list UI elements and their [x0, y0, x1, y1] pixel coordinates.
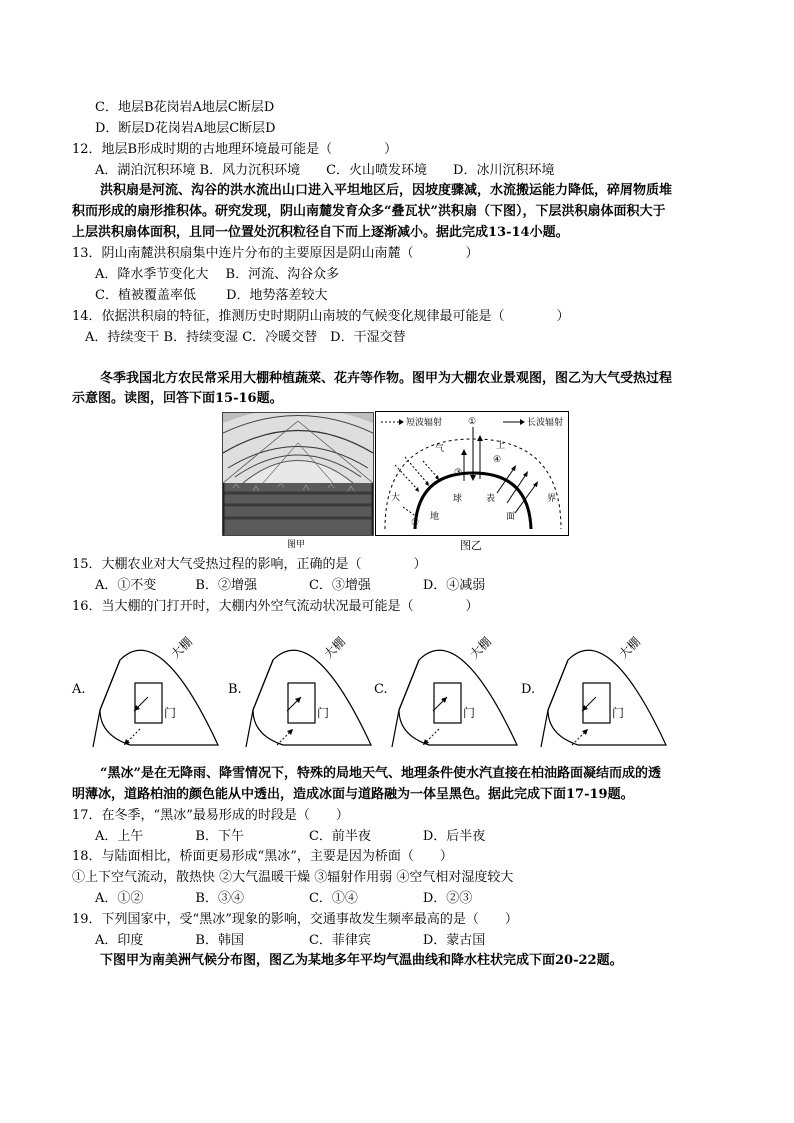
greenhouse-option-b: [243, 625, 373, 750]
question-17: 17．在冬季，“黑冰”最易形成的时段是（ ）: [72, 808, 349, 823]
label-4: ④: [493, 455, 502, 465]
label-3: ③: [454, 468, 463, 478]
ground-label: 面: [506, 512, 516, 522]
legend-short-wave: 短波辐射: [406, 418, 443, 428]
question-17-options: A．上午 B．下午 C．前半夜 D．后半夜: [95, 829, 486, 844]
door-label: 门: [463, 706, 476, 720]
option-line: C．地层B花岗岩A地层C断层D: [95, 100, 275, 115]
figure-caption-jia: 图甲: [287, 540, 306, 550]
door-label: 门: [612, 706, 625, 720]
question-18-statements: ①上下空气流动，散热快 ②大气温暖干燥 ③辐射作用弱 ④空气相对湿度较大: [72, 870, 514, 885]
passage-greenhouse: 示意图。读图，回答下面15-16题。: [72, 391, 283, 406]
figure-caption-yi: 图乙: [460, 539, 482, 552]
question-13-options: A．降水季节变化大 B．河流、沟谷众多: [95, 267, 340, 282]
question-19: 19．下列国家中，受“黑冰”现象的影响，交通事故发生频率最高的是（ ）: [72, 912, 518, 927]
legend-long-wave: 长波辐射: [527, 418, 564, 428]
passage-south-america: 下图甲为南美洲气候分布图，图乙为某地多年平均气温曲线和降水柱状完成下面20-22题。: [100, 953, 623, 968]
greenhouse-label: 大棚: [616, 634, 643, 662]
greenhouse-option-a: [90, 625, 220, 750]
greenhouse-label: 大棚: [467, 634, 494, 662]
atmosphere-heating-diagram: [375, 411, 569, 536]
passage-alluvial-fan: 上层洪积扇体面积，且同一位置处沉积粒径自下而上逐渐减小。据此完成13-14小题。: [72, 225, 569, 240]
option-label-a: A.: [72, 682, 86, 697]
label-2: ②: [411, 518, 420, 528]
question-12-options: A．湖泊沉积环境 B．风力沉积环境 C．火山喷发环境 D．冰川沉积环境: [95, 163, 555, 178]
door-label: 门: [164, 706, 177, 720]
question-14-options: A．持续变干 B．持续变湿 C．冷暖交替 D．干湿交替: [85, 330, 406, 345]
question-16: 16．当大棚的门打开时，大棚内外空气流动状况最可能是（ ）: [72, 599, 479, 614]
option-label-d: D.: [521, 682, 536, 697]
ground-label: 地: [430, 512, 440, 522]
passage-greenhouse: 冬季我国北方农民常采用大棚种植蔬菜、花卉等作物。图甲为大棚农业景观图，图乙为大气受热过程: [100, 371, 673, 386]
greenhouse-label: 大棚: [321, 634, 348, 662]
question-19-options: A．印度 B．韩国 C．菲律宾 D．蒙古国: [95, 933, 486, 948]
question-15-options: A．①不变 B．②增强 C．③增强 D．④减弱: [95, 578, 486, 593]
greenhouse-label: 大棚: [168, 634, 195, 662]
greenhouse-option-c: [389, 625, 519, 750]
label-1: ①: [468, 417, 477, 427]
passage-alluvial-fan: 积而形成的扇形推积体。研究发现，阴山南麓发育众多“叠瓦状”洪积扇（下图），下层洪积扇体面积大于: [72, 204, 666, 219]
greenhouse-photo: [222, 412, 374, 536]
door-label: 门: [317, 706, 330, 720]
question-14: 14．依据洪积扇的特征，推测历史时期阴山南坡的气候变化规律最可能是（ ）: [72, 309, 570, 324]
option-line: D．断层D花岗岩A地层C断层D: [95, 121, 276, 136]
passage-alluvial-fan: 洪积扇是河流、沟谷的洪水流出山口进入平坦地区后，因坡度骤减，水流搬运能力降低，碎屑物质堆: [100, 183, 673, 198]
question-18: 18．与陆面相比，桥面更易形成“黑冰”，主要是因为桥面（ ）: [72, 849, 453, 864]
question-13: 13．阴山南麓洪积扇集中连片分布的主要原因是阴山南麓（ ）: [72, 246, 479, 261]
question-18-options: A．①② B．③④ C．①④ D．②③: [95, 891, 473, 906]
ground-label: 球: [453, 494, 463, 504]
question-12: 12．地层B形成时期的古地理环境最可能是（ ）: [72, 142, 398, 157]
passage-black-ice: 明薄冰，道路柏油的颜色能从中透出，造成冰面与道路融为一体呈黑色。据此完成下面17-19题。: [72, 787, 634, 802]
atm-label: 界: [547, 494, 557, 504]
atm-label: 上: [496, 441, 506, 451]
option-label-b: B.: [228, 682, 242, 697]
ground-label: 表: [486, 494, 496, 504]
atm-label: 大: [391, 493, 401, 503]
atm-label: 气: [435, 444, 445, 454]
question-15: 15．大棚农业对大气受热过程的影响，正确的是（ ）: [72, 557, 427, 572]
greenhouse-option-d: [538, 625, 668, 750]
question-13-options: C．植被覆盖率低 D．地势落差较大: [95, 288, 328, 303]
option-label-c: C.: [374, 682, 388, 697]
passage-black-ice: “黑冰”是在无降雨、降雪情况下，特殊的局地天气、地理条件使水汽直接在柏油路面凝结而成的透: [100, 766, 661, 781]
